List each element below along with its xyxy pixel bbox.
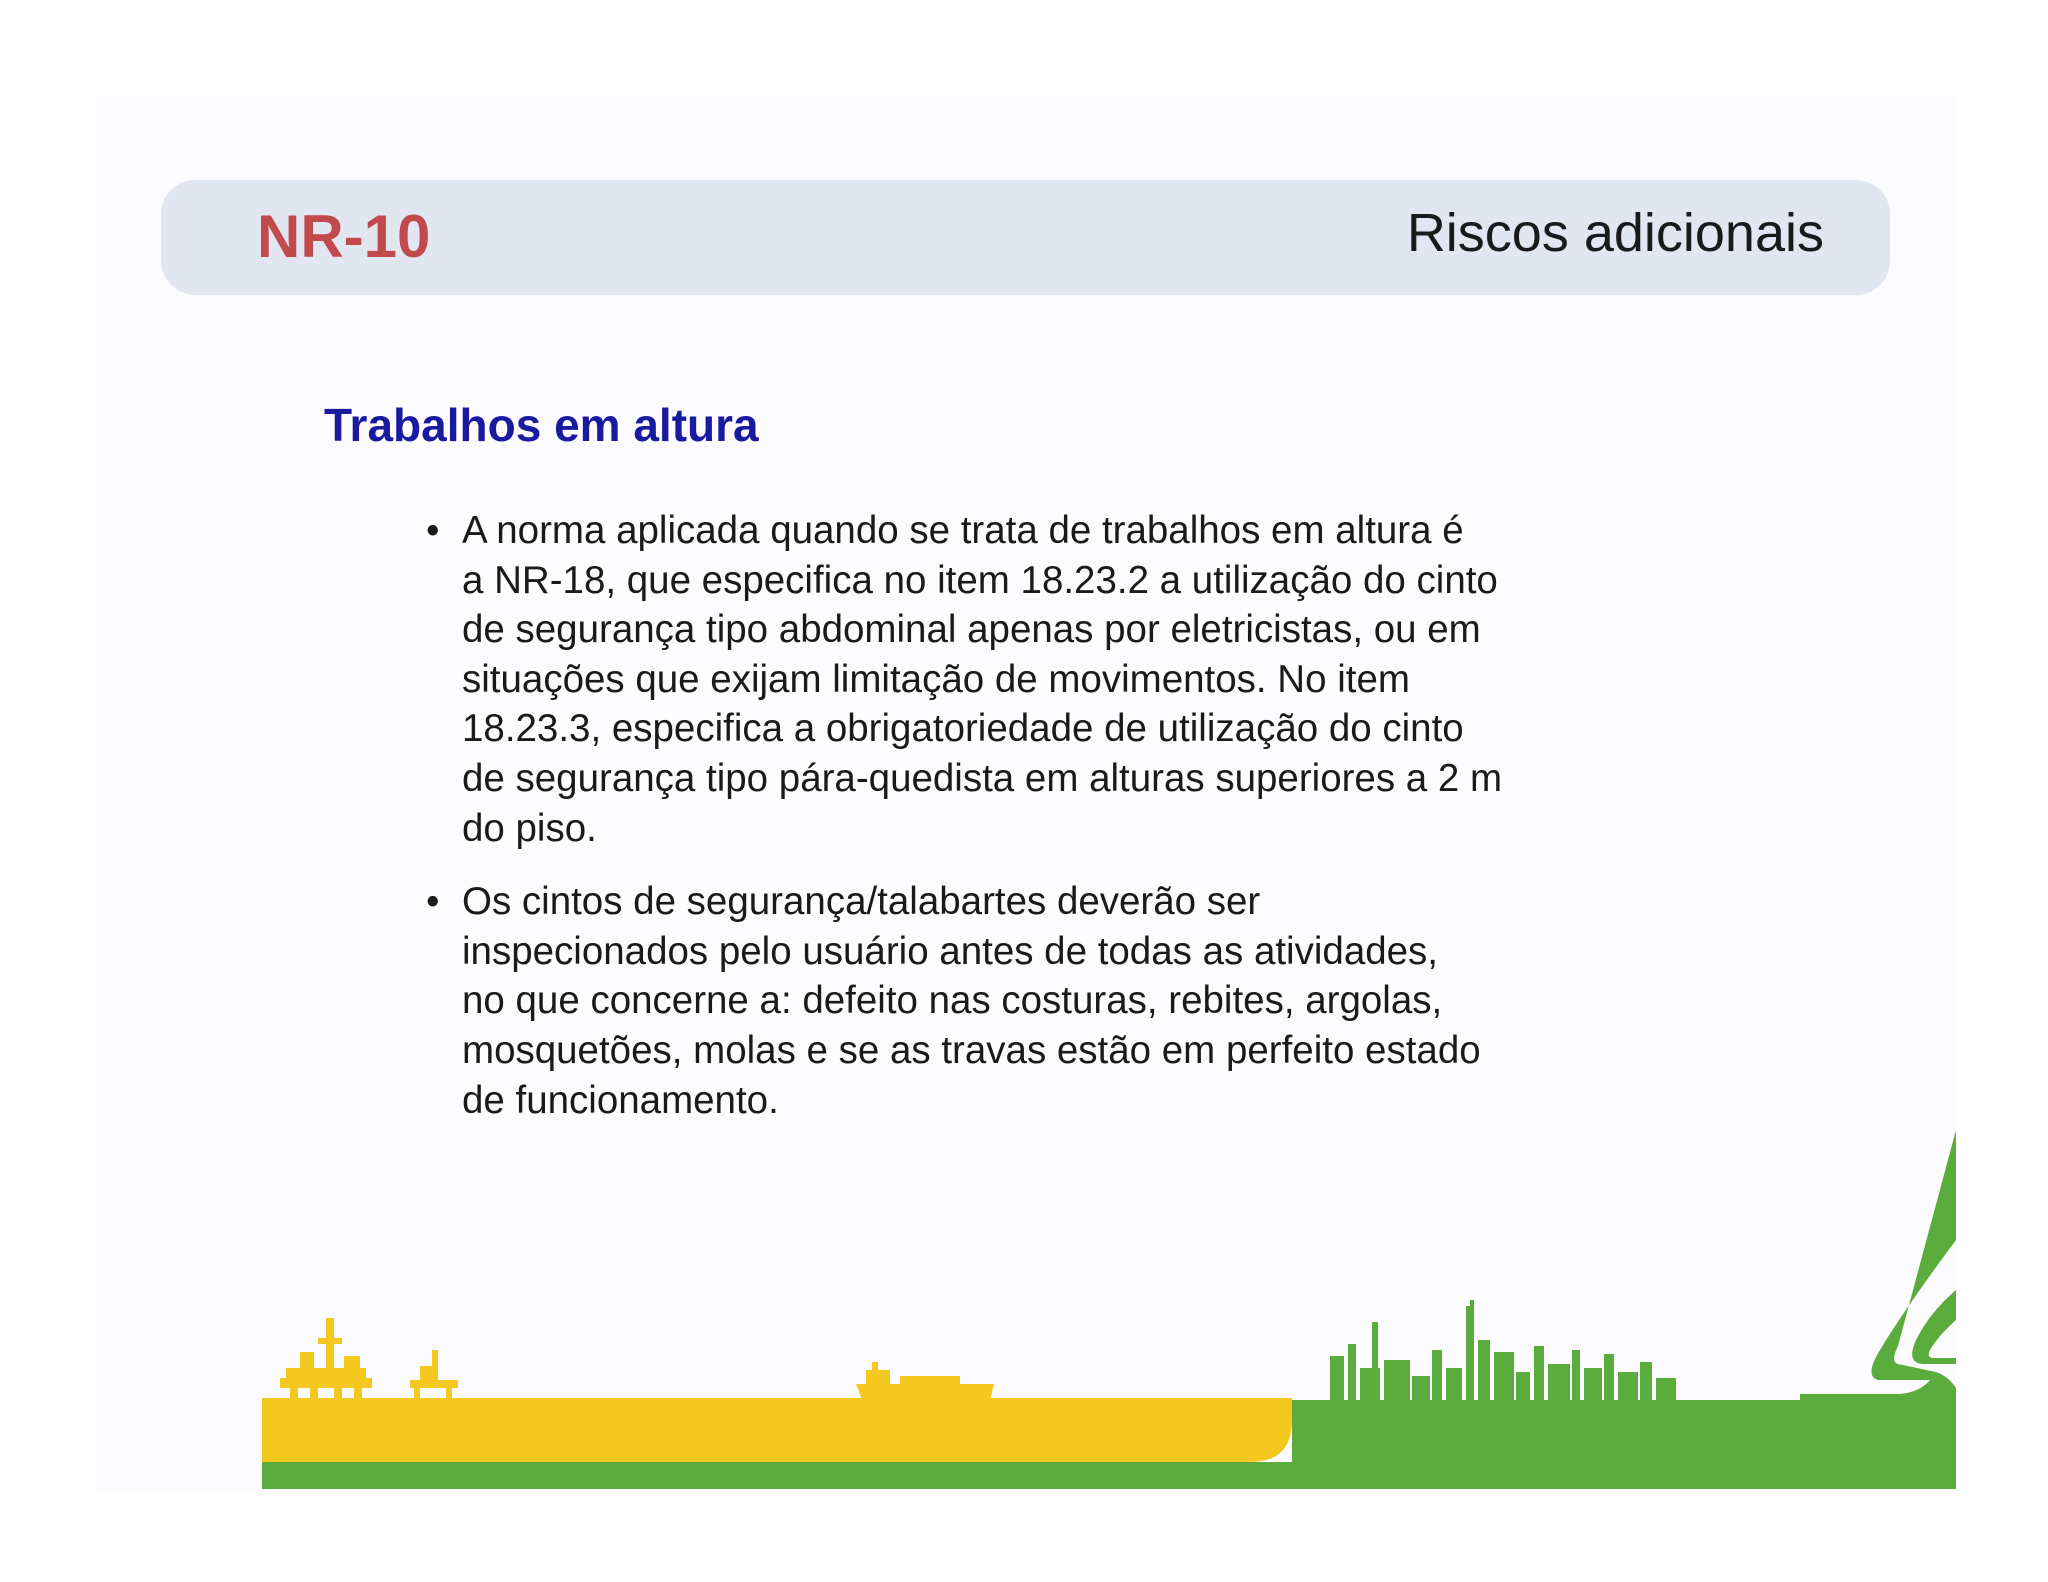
footer-yellow-band xyxy=(262,1398,1292,1462)
footer-green-land xyxy=(1292,1400,1956,1462)
text-line: situações que exijam limitação de movimentos. No item xyxy=(462,657,1410,701)
text-line: inspecionados pelo usuário antes de todas as atividades, xyxy=(462,929,1438,973)
text-line: de segurança tipo pára-quedista em alturas superiores a 2 m xyxy=(462,756,1503,800)
text-line: de segurança tipo abdominal apenas por eletricistas, ou em xyxy=(462,608,1481,652)
green-swoosh-inner-icon xyxy=(1912,1290,1956,1364)
bullet-glyph: • xyxy=(426,880,440,924)
text-line: mosquetões, molas e se as travas estão em perfeito estado xyxy=(462,1028,1481,1072)
refinery-skyline-icon xyxy=(1330,1300,1676,1400)
bullet-glyph: • xyxy=(426,509,440,552)
oil-platform-icon xyxy=(410,1350,458,1400)
text-line: A norma aplicada quando se trata de trabalhos em altura é xyxy=(462,509,1464,552)
text-line: no que concerne a: defeito nas costuras, rebites, argolas, xyxy=(462,979,1443,1023)
text-line: Os cintos de segurança/talabartes deverão ser xyxy=(462,880,1261,924)
header-code: NR-10 xyxy=(257,203,431,270)
footer-green-band xyxy=(262,1462,1956,1489)
text-line: a NR-18, que especifica no item 18.23.2 a utilização do cinto xyxy=(462,558,1498,602)
text-line: de funcionamento. xyxy=(462,1078,779,1122)
text-line: 18.23.3, especifica a obrigatoriedade de utilização do cinto xyxy=(462,707,1464,751)
section-title: Trabalhos em altura xyxy=(324,399,759,451)
text-line: do piso. xyxy=(462,806,597,850)
header-title: Riscos adicionais xyxy=(1406,203,1824,263)
ship-icon xyxy=(856,1362,994,1400)
oil-platform-icon xyxy=(280,1318,372,1400)
